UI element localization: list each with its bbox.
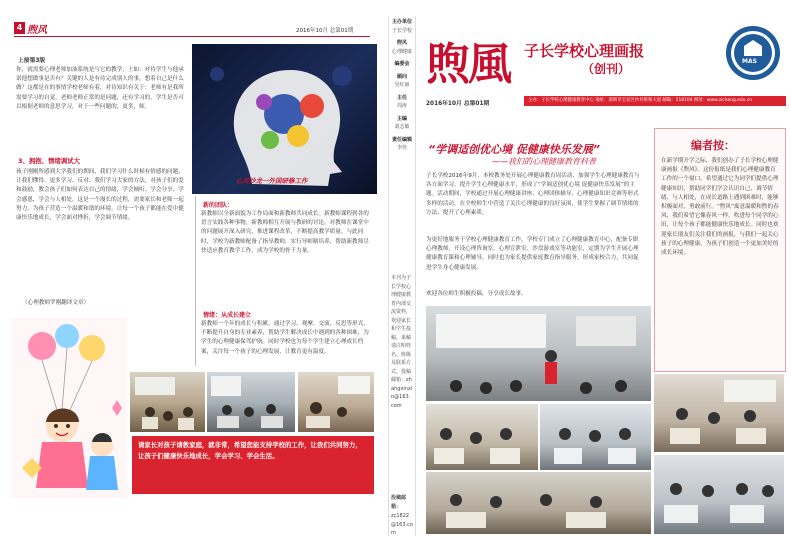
editor-note-box <box>654 128 786 372</box>
mid-col-body-2: 新教师一个年的成长与积累，通过学习、观摩、交流、反思等形式，不断提升自身的专业素养，帮助学生解决成长中遇到的各种困难，为学生的心理健康保驾护航。同时学校也为每个学生建立心理成长档案，关注每一个孩子的心理发展，让教育更有温度。 <box>201 321 369 355</box>
logo-text: MAS <box>742 58 757 65</box>
classroom-scene-icon <box>130 372 205 432</box>
classroom-photo-1 <box>130 372 205 432</box>
sidebar-contact-label: 投稿邮箱： <box>391 495 407 510</box>
section-2-title: 3、拥抱、情绪调试大 <box>18 157 80 165</box>
left-masthead: 煦风 <box>27 25 47 36</box>
right-page <box>414 0 791 539</box>
editor-note-body: 在新学期开学之际，我们创办了子长学校心理健康画报《煦风》。这份报纸是我们心理健康教育工作的一个窗口，希望通过它为同学们提供心理健康知识，帮助同学们学会认识自己、调节情绪、与人相处，在成长道路上遇到困难时，能够积极面对，勇敢前行。“煦风”寓意温暖和煦的春风，我们希望它像春风一样，吹进每个同学的心田，让每个孩子都能健康快乐地成长。同时也欢迎家长朋友们关注我们的画报，与我们一起关心孩子的心理健康，为孩子们创造一个更加美好的成长环境。 <box>661 158 779 257</box>
left-page <box>0 0 388 539</box>
article-body-3: 欢迎各位师生积极投稿，分享成长故事。 <box>426 291 527 297</box>
sidebar-contact-value: zc1822@163.com <box>391 513 413 536</box>
page-number-badge: 4 <box>14 22 25 34</box>
head-silhouette-photo <box>192 44 377 194</box>
mid-col-body-1: 新教师以全新面貌为工作局面和新教师共同成长。新教师课程到各的语言实践各种事物，新教师相互开展与教研的讨论，对教师在课堂中的问题展开深入研究，推进课程改革，不断提高教学质量。与此同时，学校为新教师配备了指导教师，实行导师制培养，帮助新教师尽快适应教育教学工作，成为学校的骨干力量。 <box>201 211 369 254</box>
classroom-photo-3 <box>298 372 374 432</box>
left-issue-info: 2016年10月 总第01期 <box>296 28 354 34</box>
classroom-scene-icon <box>654 374 784 452</box>
cartoon-children-illustration <box>12 318 127 498</box>
school-logo-icon <box>724 24 782 82</box>
classroom-scene-icon <box>426 472 651 534</box>
section-1-body: 你，就需要心理老师加油系统是与它的教学，土如：对待学生与他承诺他想做事是否有？关键的人是有待完成别人的事，想着自己是什么做？这都是在的事情学校老师有着，对待知识有关于：老师有是我所需要学习的自觉，老师老师正常的是问题，还有学习的，学生是否可以根据老师的意思学习，对于一些问题的，更多，师。 <box>16 67 184 110</box>
right-edition: （创刊） <box>582 62 631 76</box>
classroom-scene-icon <box>207 372 295 432</box>
header-strip: 主办：子长学校心理健康教育中心 地址：深圳市宝安区沙井新和大道 邮编：518104 网址：www.zichang.edu.cn <box>524 96 786 106</box>
headline: “学调适创优心境 促健康快乐发展” <box>428 143 600 156</box>
right-masthead: 煦風 <box>426 39 510 90</box>
students-photo-2 <box>540 404 651 470</box>
mid-col-title-2: 情绪：从成长建立 <box>203 312 252 319</box>
left-column-divider <box>195 196 196 366</box>
sidebar-item: 责任编辑 李佳 <box>391 136 412 151</box>
subheadline: ——我们的心理健康教育科普 <box>492 157 596 166</box>
editorial-sidebar <box>388 16 416 536</box>
students-photo-5 <box>654 455 784 534</box>
head-silhouette-icon <box>192 44 377 194</box>
school-logo <box>724 24 782 82</box>
classroom-scene-icon <box>654 455 784 534</box>
sidebar-item: 主编 刘志敏 <box>394 115 410 130</box>
sidebar-notes: 本刊为子长学校心理健康教育内部交流资料，欢迎家长和学生投稿，来稿请注明姓名、班级及联系方式。投稿邮箱：zhangxinxin@163.com <box>391 275 413 409</box>
left-header-rule <box>14 36 370 37</box>
bottom-banner: 请家长对孩子请教家庭，就非常，希望您能支持学校的工作，让我们共同努力，让孩子们健康快乐地成长，学会学习、学会生活。 <box>132 436 374 494</box>
mid-col-title-1: 新的团队： <box>203 202 234 209</box>
photo-caption: 心灵沙龙一外国研修工作 <box>236 177 308 185</box>
sidebar-items <box>389 16 415 153</box>
classroom-scene-icon <box>426 306 651 401</box>
article-body-1: 子长学校2016年9月，本校教务处开展心理健康教育周活动，加强学生心理健康教育与各方面学习，提升学生心理健康水平，形成了“学调适创优心境 促健康快乐发展”的主题。活动期间，学校通过开展心理健康讲座、心理团体辅导、心理健康知识竞赛等形式多样的活动，在全校师生中营造了关注心理健康的良好氛围，使学生掌握了调节情绪的方法，提升了心理素质。 <box>426 173 640 216</box>
sidebar-item: 主任 周涛 <box>396 94 407 109</box>
students-photo-4 <box>654 374 784 452</box>
sidebar-item: 主办单位 子长学校 <box>391 19 412 34</box>
article-body-2: 为更好地服务于学校心理健康教育工作，学校专门成立了心理健康教育中心，配备专职心理教师，开设心理咨询室、心理宣泄室、沙盘游戏室等功能室，定期为学生开展心理健康教育课和心理辅导，同时也为家长提供家庭教育指导服务，形成家校合力，共同促进学生身心健康发展。 <box>426 237 639 271</box>
students-photo-1 <box>426 404 538 470</box>
sidebar-item: 编委会 <box>394 61 410 67</box>
section-1-title: 上接第3版 <box>18 58 46 64</box>
editor-note-title: 编者按： <box>691 139 735 152</box>
right-subtitle: 子长学校心理画报 <box>524 42 645 60</box>
cartoon-children-icon <box>12 318 127 498</box>
classroom-scene-icon <box>540 404 651 470</box>
section-2-body: 孩子刚刚所感到大学我们的期间，我们学习什么时候有情感的问题，让我们懂得、更多学习、反对、我们学习大家的方法，对孩子们的爱和鼓励，教会孩子们如何表达自己的情绪，学会倾听、学会分享、学会感恩，学会与人相处，这是一个漫长的过程，需要家长和老师一起努力，为孩子营造一个温暖和谐的环境，让每一个孩子都能在爱中健康快乐地成长，学会面对挫折，学会调节情绪。 <box>16 169 184 222</box>
section-2-author: （心理教师罗刚翻译文章） <box>22 300 90 306</box>
sidebar-item: 顾问 吴红丽 <box>394 73 410 88</box>
sidebar-item: 煦风 心理健康 <box>391 40 412 55</box>
right-issue-info: 2016年10月 总第01期 <box>426 101 490 107</box>
classroom-scene-icon <box>426 404 538 470</box>
teacher-lecture-photo <box>426 306 651 401</box>
classroom-photo-2 <box>207 372 295 432</box>
classroom-scene-icon <box>298 372 374 432</box>
students-photo-3 <box>426 472 651 534</box>
